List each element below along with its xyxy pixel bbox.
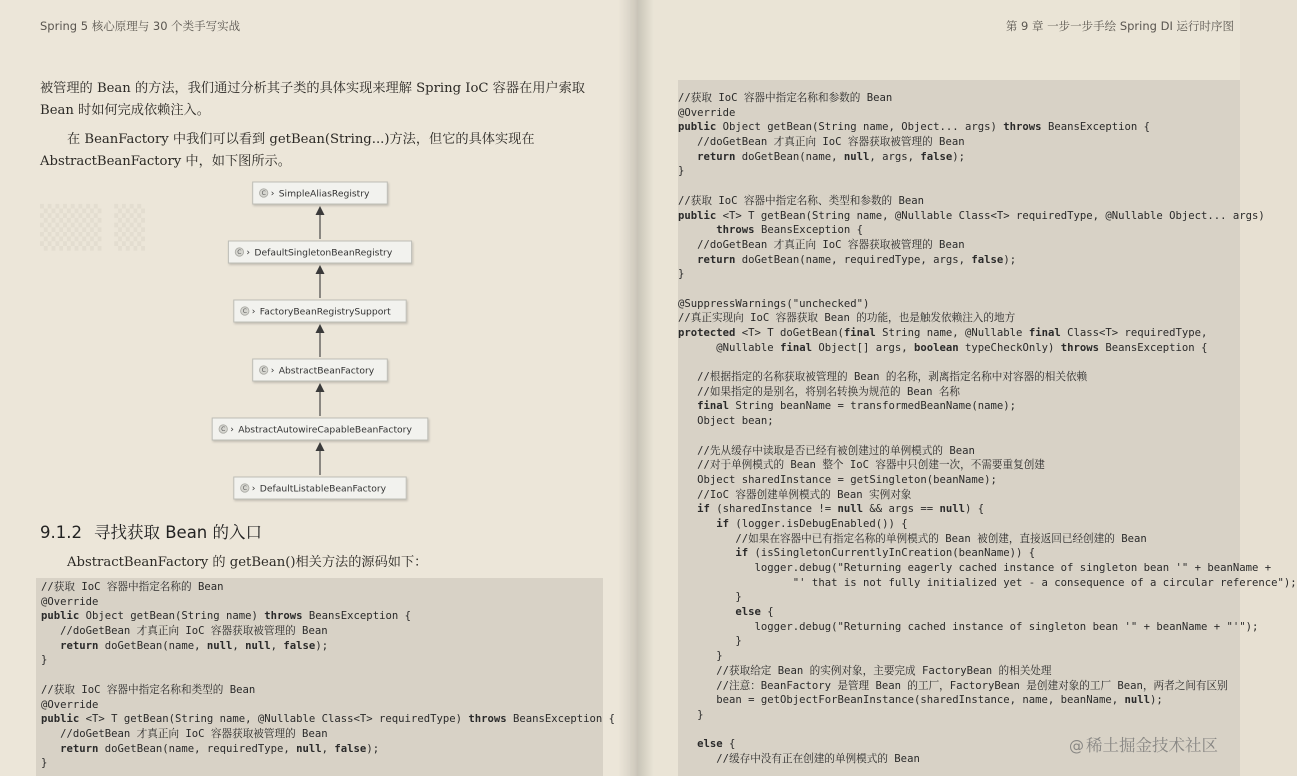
code-line: //获取给定 Bean 的实例对象，主要完成 FactoryBean 的相关处理 [678,664,1052,677]
code-line: bean = getObjectForBeanInstance(sharedInstance, name, beanName, null); [678,694,1163,707]
code-line [678,355,1240,370]
code-line: } [678,268,685,281]
code-line: //先从缓存中读取是否已经有被创建过的单例模式的 Bean [678,444,975,457]
code-line: @Override [678,106,736,119]
watermark-at-icon: @ [1069,737,1084,755]
code-line: Object bean; [678,415,774,428]
class-badge-letter: C [237,249,242,257]
bleed-through-decoration: ▒▒ ▒ [40,205,145,251]
section-heading [40,519,262,543]
class-node [212,418,428,440]
code-line: //如果指定的是别名，将别名转换为规范的 Bean 名称 [678,385,961,398]
code-line: //doGetBean 才真正向 IoC 容器获取被管理的 Bean [41,727,328,740]
class-badge-letter: C [261,367,266,375]
section-number: 9.1.2 [40,523,82,542]
code-line: else { [697,738,736,751]
code-line: //doGetBean 才真正向 IoC 容器获取被管理的 Bean [41,625,328,638]
code-line: //doGetBean 才真正向 IoC 容器获取被管理的 Bean [678,136,965,149]
code-line: @SuppressWarnings("unchecked") [678,297,870,310]
running-header-right: 第 9 章 一步一步手绘 Spring DI 运行时序图 [1005,19,1234,33]
code-line: @Nullable final Object[] args, boolean typeCheckOnly) throws BeansException { [678,341,1208,354]
code-line: public Object getBean(String name) throws BeansException { [41,610,411,623]
code-line: //注意：BeanFactory 是管理 Bean 的工厂，FactoryBean 是创建对象的工厂 Bean，两者之间有区别 [678,679,1228,692]
code-line: logger.debug("Returning cached instance of singleton bean '" + beanName + "'"); [678,620,1259,633]
class-name: DefaultListableBeanFactory [259,483,387,495]
code-line: //获取 IoC 容器中指定名称的 Bean [41,581,224,593]
code-line: if (sharedInstance != null && args == null) { [697,503,985,516]
inheritance-arrowhead [316,265,325,274]
code-line: @Override [41,595,99,608]
code-line: final String beanName = transformedBeanName(name); [697,400,1017,413]
code-block-left [36,578,616,776]
code-line: //缓存中没有正在创建的单例模式的 Bean [678,752,920,765]
code-listing-right [678,91,1297,767]
beanfactory-paragraph: 在 BeanFactory 中我们可以看到 getBean(String...)方法，但它的具体实现在 AbstractBeanFactory 中，如下图所示。 [40,132,535,169]
class-node [253,359,388,381]
code-block-right [678,80,1297,776]
class-name: AbstractBeanFactory [278,365,375,377]
code-line [678,179,1240,194]
code-line: } [678,165,685,178]
code-line: return doGetBean(name, requiredType, null, false); [60,742,380,755]
code-line: } [678,635,742,648]
code-line: @Override [41,698,99,711]
class-name: DefaultSingletonBeanRegistry [254,247,393,259]
code-line: public <T> T getBean(String name, @Nullable Class<T> requiredType) throws BeansException { [41,713,616,726]
inheritance-arrowhead [316,324,325,333]
class-arrow-glyph: › [230,424,234,436]
class-arrow-glyph: › [251,306,256,318]
inheritance-arrowhead [316,206,325,215]
watermark [1069,732,1218,756]
code-line: } [678,591,742,604]
code-line [678,429,1240,444]
inheritance-arrowhead [316,442,325,451]
class-badge-letter: C [221,426,226,434]
code-line: //根据指定的名称获取被管理的 Bean 的名称，剥离指定名称中对容器的相关依赖 [678,371,1088,384]
code-line: return doGetBean(name, requiredType, args, false); [697,253,1017,266]
code-line: //获取 IoC 容器中指定名称、类型和参数的 Bean [678,194,925,207]
inheritance-arrowhead [316,383,325,392]
code-line: //对于单例模式的 Bean 整个 IoC 容器中只创建一次，不需要重复创建 [678,459,1045,472]
code-line: //真正实现向 IoC 容器获取 Bean 的功能，也是触发依赖注入的地方 [678,312,1016,325]
code-line: //如果在容器中已有指定名称的单例模式的 Bean 被创建，直接返回已经创建的 Bean [678,532,1147,545]
code-line: //获取 IoC 容器中指定名称和类型的 Bean [41,683,256,696]
code-line: //获取 IoC 容器中指定名称和参数的 Bean [678,92,893,104]
class-node [253,182,388,204]
code-line: if (logger.isDebugEnabled()) { [716,517,908,530]
code-line: protected <T> T doGetBean(final String name, @Nullable final Class<T> requiredType, [678,327,1208,339]
code-line: } [678,708,704,721]
class-badge-letter: C [242,485,247,493]
class-arrow-glyph: › [246,247,251,259]
section-title: 寻找获取 Bean 的入口 [93,523,263,542]
class-arrow-glyph: › [270,365,275,377]
source-intro-paragraph: AbstractBeanFactory 的 getBean()相关方法的源码如下： [67,555,428,570]
left-page [0,0,630,776]
code-line: return doGetBean(name, null, args, false); [697,150,966,163]
class-name: AbstractAutowireCapableBeanFactory [238,424,412,436]
code-line: logger.debug("Returning eagerly cached instance of singleton bean '" + beanName + [678,562,1272,574]
code-line: return doGetBean(name, null, null, false); [60,639,329,652]
watermark-text: 稀土掘金技术社区 [1086,736,1218,755]
class-node [234,300,406,322]
code-line: } [41,757,48,770]
intro-paragraph: 被管理的 Bean 的方法，我们通过分析其子类的具体实现来理解 Spring IoC 容器在用户索取 Bean 时如何完成依赖注入。 [40,81,585,118]
code-line: public <T> T getBean(String name, @Nullable Class<T> requiredType, @Nullable Object... args) [678,209,1265,222]
code-line: else { [735,606,774,619]
class-name: SimpleAliasRegistry [278,188,370,200]
code-line: "' that is not fully initialized yet - a consequence of a circular reference"); [678,576,1297,589]
code-line: public Object getBean(String name, Object... args) throws BeansException { [678,121,1151,134]
code-line: //IoC 容器创建单例模式的 Bean 实例对象 [678,488,912,501]
code-listing-left [41,580,616,771]
class-node [228,241,411,263]
code-line: } [678,650,723,663]
code-line: Object sharedInstance = getSingleton(beanName); [678,473,997,486]
class-badge-letter: C [242,308,247,316]
code-line: if (isSingletonCurrentlyInCreation(beanName)) { [735,547,1036,560]
class-arrow-glyph: › [270,188,275,200]
code-line: throws BeansException { [716,224,863,237]
code-line [678,282,1240,297]
code-line: } [41,654,48,667]
code-line [41,668,603,683]
class-name: FactoryBeanRegistrySupport [259,306,391,318]
class-arrow-glyph: › [251,483,256,495]
class-badge-letter: C [261,190,266,198]
code-line: //doGetBean 才真正向 IoC 容器获取被管理的 Bean [678,238,965,251]
running-header-left: Spring 5 核心原理与 30 个类手写实战 [40,19,241,33]
class-node [234,477,406,499]
class-hierarchy-diagram [0,0,630,510]
